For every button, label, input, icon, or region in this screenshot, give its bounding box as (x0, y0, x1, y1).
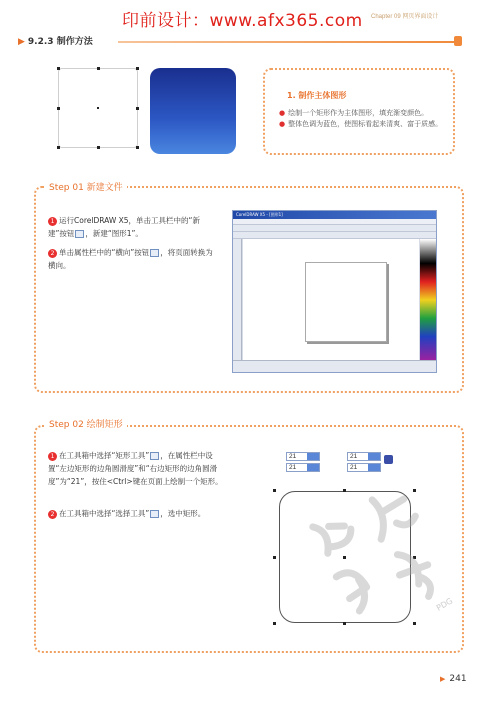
corner-spinner: 21 (347, 452, 381, 461)
blue-gradient-figure (150, 68, 236, 154)
lock-icon (384, 455, 393, 464)
new-document-icon (75, 230, 84, 238)
corner-spinner: 21 (347, 463, 381, 472)
selection-handle (273, 556, 276, 559)
page-number: ▶ 241 (440, 674, 467, 684)
site-watermark: 印前设计：www.afx365.com (122, 11, 363, 31)
app-toolbox (233, 239, 242, 361)
app-property-bar (233, 232, 436, 239)
app-statusbar (233, 360, 436, 372)
chapter-header: Chapter 09 网页界面设计 (371, 14, 439, 20)
selection-handle (57, 146, 60, 149)
selection-handle (343, 489, 346, 492)
coreldraw-screenshot (232, 210, 437, 373)
intro-title: 1. 制作主体图形 (287, 91, 347, 100)
selection-handle (57, 107, 60, 110)
rectangle-tool-icon (150, 452, 159, 460)
corner-spinner: 21 (286, 452, 320, 461)
section-name: 制作方法 (56, 37, 93, 47)
section-rule-cap (454, 36, 462, 46)
app-page (305, 262, 387, 342)
step1-label: Step 01 新建文件 (45, 180, 127, 193)
step1-item-1: 1 运行CorelDRAW X5，单击工具栏中的“新建”按钮 ，新建“图形1”。 (48, 216, 200, 238)
step2-label: Step 02 绘制矩形 (45, 417, 127, 430)
intro-bullet: ● 整体色调为蓝色，使图标看起来清爽、富于质感。 (279, 120, 443, 128)
intro-bullet: ● 绘制一个矩形作为主体图形，填充渐变颜色。 (279, 109, 429, 117)
step1-item-2: 2 单击属性栏中的“横向”按钮 ，将页面转换为横向。 (48, 248, 213, 270)
app-titlebar: CorelDRAW X5 - [图形1] (233, 211, 436, 219)
triangle-icon: ▶ (18, 37, 25, 47)
section-title (18, 34, 93, 47)
section-header (18, 34, 470, 48)
pick-tool-icon (150, 510, 159, 518)
pdg-watermark: PDG (434, 596, 455, 613)
selection-handle (136, 146, 139, 149)
center-mark (97, 107, 99, 109)
app-toolbar (233, 225, 436, 232)
selection-handle (136, 67, 139, 70)
triangle-icon: ▶ (440, 675, 446, 683)
rectangle-outline-figure (58, 68, 138, 148)
intro-note-box (263, 68, 455, 155)
landscape-icon (150, 249, 159, 257)
section-number: 9.2.3 (27, 37, 54, 47)
selection-handle (57, 67, 60, 70)
selection-handle (273, 622, 276, 625)
selection-handle (97, 146, 100, 149)
section-rule (118, 41, 458, 43)
selection-handle (273, 489, 276, 492)
selection-handle (97, 67, 100, 70)
app-canvas (243, 239, 419, 361)
color-palette (420, 239, 436, 361)
selection-handle (136, 107, 139, 110)
step2-item-1: 1 在工具箱中选择“矩形工具” ，在属性栏中设置“左边矩形的边角圆滑度”和“右边矩形的边角圆滑度”为“21”，按住<Ctrl>键在页面上绘制一个矩形。 (48, 451, 223, 486)
step2-item-2: 2 在工具箱中选择“选择工具” ，选中矩形。 (48, 507, 223, 520)
corner-spinner: 21 (286, 463, 320, 472)
